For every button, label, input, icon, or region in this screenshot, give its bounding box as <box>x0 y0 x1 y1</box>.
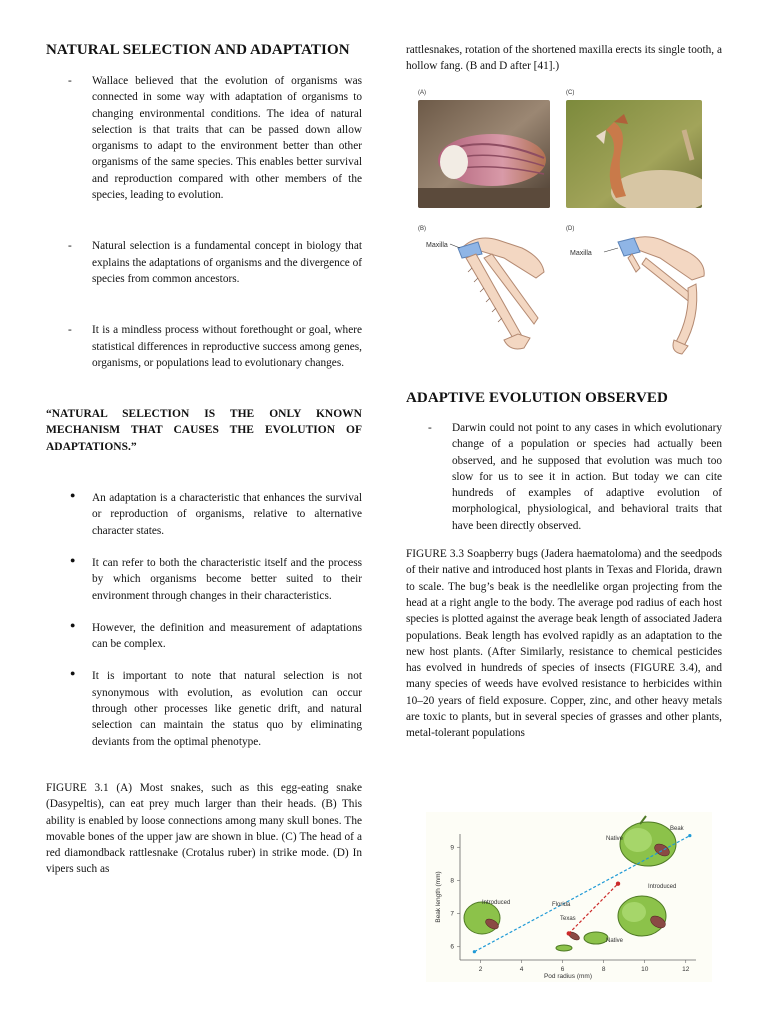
introduced-pod-illustration <box>618 896 666 936</box>
paragraph: However, the definition and measurement of adaptations can be complex. <box>92 621 362 651</box>
chart-annotation: Introduced <box>648 884 677 890</box>
data-point-marker <box>616 882 620 886</box>
chart-annotation: Native <box>606 836 624 842</box>
dash-item <box>46 73 362 203</box>
data-point-marker <box>567 931 571 935</box>
maxilla-label-d: Maxilla <box>570 250 592 257</box>
left-column <box>46 42 362 878</box>
dash-item <box>46 322 362 371</box>
y-tick-label: 6 <box>450 943 454 951</box>
chart-annotation: Native <box>606 938 624 944</box>
chart-annotation: Texas <box>560 916 576 922</box>
chart-annotation: Florida <box>552 902 571 908</box>
soapberry-chart <box>426 812 712 982</box>
panel-label-d: (D) <box>566 226 575 232</box>
x-tick-label: 12 <box>682 966 690 973</box>
y-tick-label: 8 <box>450 877 454 885</box>
x-tick-label: 6 <box>560 966 565 973</box>
quote-block: “NATURAL SELECTION IS THE ONLY KNOWN MECHANISM THAT CAUSES THE EVOLUTION OF ADAPTATIONS.” <box>46 408 362 453</box>
dash-item <box>406 420 722 534</box>
series-line-0 <box>474 836 689 952</box>
x-tick-label: 2 <box>478 966 483 973</box>
bullet-item <box>46 555 362 604</box>
series-endpoint <box>688 834 691 837</box>
egg-eating-snake-photo <box>418 100 550 208</box>
panel-label-b: (B) <box>418 226 426 232</box>
right-column-lower <box>406 390 722 742</box>
bullet-item <box>46 620 362 653</box>
dash-item <box>46 238 362 287</box>
section-heading-natural-selection: NATURAL SELECTION AND ADAPTATION <box>46 42 350 58</box>
chart-annotation: Introduced <box>482 900 511 906</box>
dash-marker: - <box>68 324 72 337</box>
figure-caption-3-3: FIGURE 3.3 Soapberry bugs (Jadera haematoloma) and the seedpods of their native and introduced host plants in Texas and Florida, drawn to scale. The bug’s beak is the needlelike organ projecting from the head at a right angle to the body. The average pod radius of each host species is plotted against the average beak length of associated Jadera populations. Beak length has evolved rapidly as an adaptation to the new host plants. (After Similarly, resistance to chemical pesticides has evolved in hundreds of species of insects (FIGURE 3.4), and many species of weeds have evolved resistance to herbicides within 10–20 years of field exposure. Copper, zinc, and other heavy metals are toxic to plants, but in several species of grasses and other plants, metal-tolerant populations <box>406 548 722 740</box>
chart-svg <box>426 812 712 982</box>
bullet-item <box>46 668 362 749</box>
bullet-item <box>46 490 362 539</box>
figure-caption-3-1: FIGURE 3.1 (A) Most snakes, such as this egg-eating snake (Dasypeltis), can eat prey much larger than their heads. (B) This ability is enabled by loose connections among many skull bones. The movable bones of the upper jaw are shown in blue. (C) The head of a red diamondback rattlesnake (Crotalus ruber) in strike mode. (D) In vipers such as <box>46 781 362 876</box>
x-tick-label: 10 <box>641 966 649 973</box>
right-column <box>406 42 722 75</box>
dash-marker: - <box>428 422 432 434</box>
x-tick-label: 4 <box>519 966 524 973</box>
paragraph: It is a mindless process without forethought or goal, where statistical differences in reproductive success among genes, organisms, or populations lead to evolutionary changes. <box>92 324 362 369</box>
rattlesnake-photo <box>566 100 702 208</box>
series-endpoint <box>473 950 476 953</box>
maxilla-label-b: Maxilla <box>426 242 448 249</box>
chart-annotation: Beak <box>670 826 684 832</box>
y-tick-label: 9 <box>450 844 454 852</box>
skull-diagram-d <box>596 228 714 358</box>
panel-label-a: (A) <box>418 90 426 96</box>
y-axis-label: Beak length (mm) <box>435 871 442 923</box>
paragraph: It is important to note that natural selection is not synonymous with evolution, as evolution can occur through other processes like genetic drift, and natural selection can maintain the status quo by eliminating deviants from the optimal phenotype. <box>92 670 362 748</box>
paragraph: It can refer to both the characteristic itself and the process by which organisms become better suited to their environment through changes in their characteristics. <box>92 556 362 602</box>
dash-marker: - <box>68 75 72 87</box>
y-tick-label: 7 <box>450 910 454 918</box>
figure-caption-continued: rattlesnakes, rotation of the shortened maxilla erects its single tooth, a hollow fang. (B and D after [41].) <box>406 44 722 73</box>
panel-label-c: (C) <box>566 90 575 96</box>
bullet-marker: ● <box>70 619 76 630</box>
bullet-marker: ● <box>70 668 76 679</box>
x-axis-label: Pod radius (mm) <box>543 973 593 980</box>
dash-marker: - <box>68 240 72 253</box>
paragraph: Darwin could not point to any cases in which evolutionary change of a population or species had actually been observed, and he supposed that evolution was much too slow for us to see it in action. But today we can cite hundreds of examples of adaptive evolution of morphological, physiological, and behavioral traits that have been directly observed. <box>452 422 722 532</box>
bullet-marker: ● <box>70 490 76 501</box>
section-heading-adaptive-evolution: ADAPTIVE EVOLUTION OBSERVED <box>406 390 668 406</box>
snake-figure <box>414 88 714 358</box>
paragraph: Natural selection is a fundamental concept in biology that explains the adaptations of organisms and the divergence of species from common ancestors. <box>92 240 363 285</box>
small-pod-native-illustration <box>556 932 608 951</box>
bullet-marker: ● <box>70 554 76 565</box>
series-line-1 <box>569 884 618 934</box>
paragraph: An adaptation is a characteristic that enhances the survival or reproduction of organisms, relative to alternative character states. <box>92 492 362 537</box>
paragraph: Wallace believed that the evolution of organisms was connected in some way with adaptation of organisms to changing environmental conditions. The idea of natural selection is that traits that can be passed down allow organisms to adapt to the environment better than other organisms of the same species. This enables better survival and reproduction compared with other members of the species, leading to evolution. <box>92 75 362 202</box>
x-tick-label: 8 <box>601 966 606 973</box>
skull-diagram-b <box>444 228 554 358</box>
